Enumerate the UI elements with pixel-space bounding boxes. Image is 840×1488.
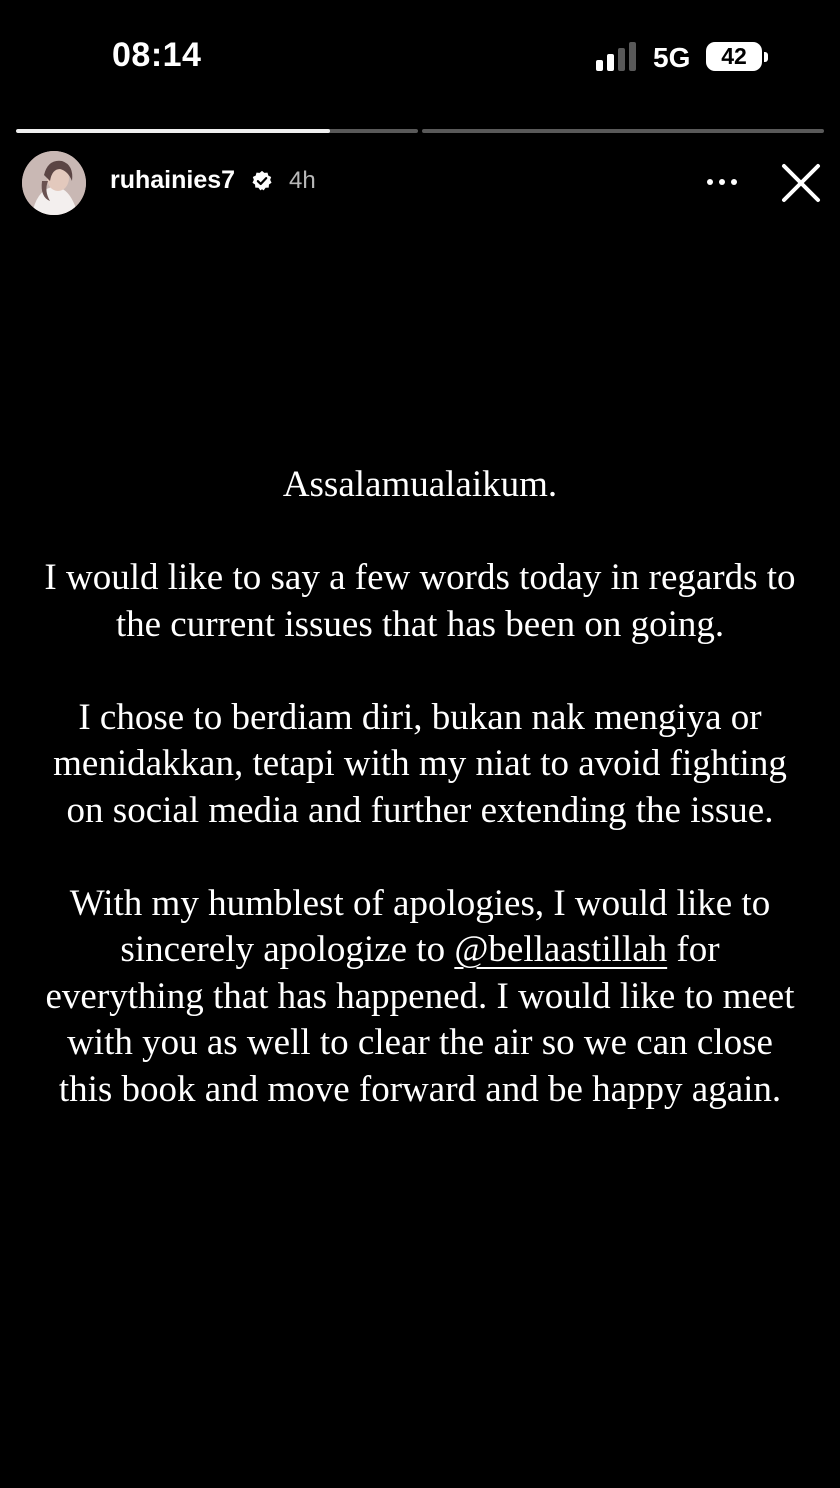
close-story-button[interactable] [776,158,826,208]
story-time-ago: 4h [289,167,316,194]
mention-link[interactable]: @bellaastillah [454,929,668,970]
more-options-button[interactable] [700,165,744,199]
close-icon [776,158,826,208]
cellular-signal-icon [596,41,640,71]
battery-level: 42 [721,43,747,69]
story-text-block [40,462,800,1160]
story-progress-segment-2 [422,129,824,133]
paragraph-3 [40,881,800,1114]
status-time: 08:14 [112,36,202,74]
paragraph-3-after: for everything that has happened. I would like to meet with you as well to clear the air so we can close this book and move forward and be happy again. [45,929,795,1110]
avatar-image [22,151,86,215]
story-username[interactable]: ruhainies7 [110,166,236,194]
status-bar [0,0,840,115]
story-progress-fill-1 [16,129,330,133]
verified-badge-icon [251,170,273,192]
avatar[interactable] [22,151,86,215]
greeting-text: Assalamualaikum. [282,464,558,505]
paragraph-1: I would like to say a few words today in regards to the current issues that has been on going. [44,557,796,645]
story-progress-segment-1 [16,129,418,133]
battery-icon [706,42,762,71]
paragraph-2: I chose to berdiam diri, bukan nak mengiya or menidakkan, tetapi with my niat to avoid fighting on social media and further extending the issue. [53,696,787,831]
network-type: 5G [653,42,691,73]
more-horizontal-icon [700,165,744,199]
paragraph-3-before: With my humblest of apologies, I would like to sincerely apologize to [69,882,771,970]
battery-cap [764,52,768,62]
